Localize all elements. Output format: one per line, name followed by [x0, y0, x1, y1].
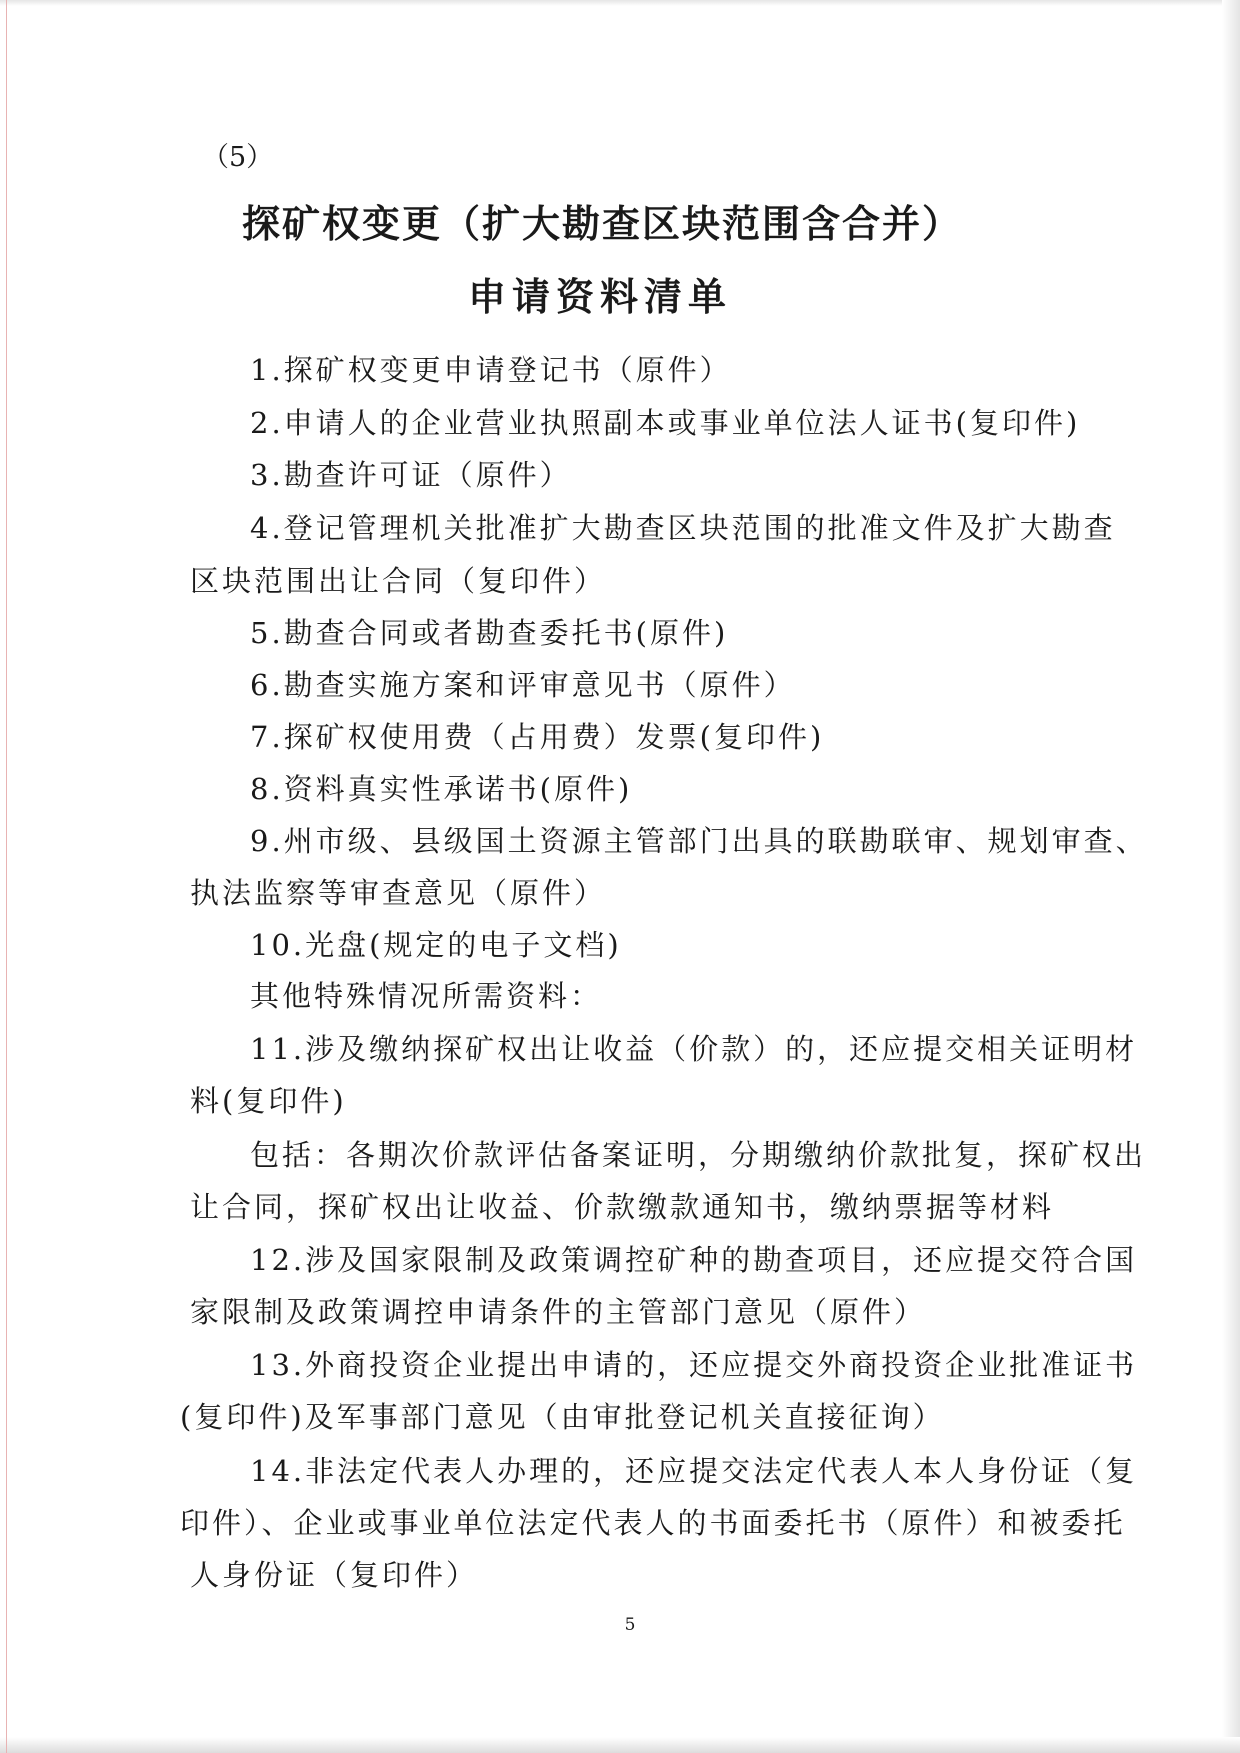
list-item-8: 8.资料真实性承诺书(原件): [250, 772, 633, 806]
list-item-9: 9.州市级、县级国土资源主管部门出具的联勘联审、规划审查、: [250, 824, 1148, 858]
scan-edge-right: [1222, 0, 1240, 1753]
list-item-12-cont: 家限制及政策调控申请条件的主管部门意见（原件）: [190, 1295, 927, 1329]
list-item-9-cont: 执法监察等审查意见（原件）: [190, 876, 607, 910]
list-item-12: 12.涉及国家限制及政策调控矿种的勘查项目，还应提交符合国: [250, 1243, 1138, 1277]
list-item-3: 3.勘查许可证（原件）: [250, 458, 572, 492]
list-item-1: 1.探矿权变更申请登记书（原件）: [250, 353, 732, 387]
list-item-7: 7.探矿权使用费（占用费）发票(复印件): [250, 720, 825, 754]
list-item-11-cont: 料(复印件): [190, 1084, 347, 1118]
page-number: 5: [624, 1615, 636, 1635]
margin-line: [6, 0, 7, 1753]
list-item-13: 13.外商投资企业提出申请的，还应提交外商投资企业批准证书: [250, 1348, 1138, 1382]
scan-edge-top: [0, 0, 1240, 6]
document-subtitle: 申请资料清单: [467, 275, 732, 319]
list-item-10: 10.光盘(规定的电子文档): [250, 928, 622, 962]
document-title: 探矿权变更（扩大勘查区块范围含合并）: [241, 202, 962, 246]
list-item-4-cont: 区块范围出让合同（复印件）: [190, 564, 607, 598]
list-item-14: 14.非法定代表人办理的，还应提交法定代表人本人身份证（复: [250, 1454, 1138, 1488]
list-item-14-cont: 印件）、企业或事业单位法定代表人的书面委托书（原件）和被委托: [180, 1506, 1126, 1540]
list-item-6: 6.勘查实施方案和评审意见书（原件）: [250, 668, 796, 702]
list-item-13-cont: (复印件)及军事部门意见（由审批登记机关直接征询）: [180, 1400, 945, 1434]
special-cases-heading: 其他特殊情况所需资料：: [250, 979, 603, 1013]
list-item-4: 4.登记管理机关批准扩大勘查区块范围的批准文件及扩大勘查: [250, 511, 1116, 545]
list-item-11: 11.涉及缴纳探矿权出让收益（价款）的，还应提交相关证明材: [250, 1032, 1138, 1066]
list-item-14-cont-2: 人身份证（复印件）: [190, 1558, 479, 1592]
list-item-11-detail-cont: 让合同，探矿权出让收益、价款缴款通知书，缴纳票据等材料: [190, 1190, 1055, 1224]
scan-edge-bottom: [0, 1737, 1240, 1753]
list-item-11-detail: 包括：各期次价款评估备案证明，分期缴纳价款批复，探矿权出: [250, 1138, 1147, 1172]
list-item-5: 5.勘查合同或者勘查委托书(原件): [250, 616, 729, 650]
list-item-2: 2.申请人的企业营业执照副本或事业单位法人证书(复印件): [250, 406, 1081, 440]
section-number: （5）: [202, 142, 274, 173]
